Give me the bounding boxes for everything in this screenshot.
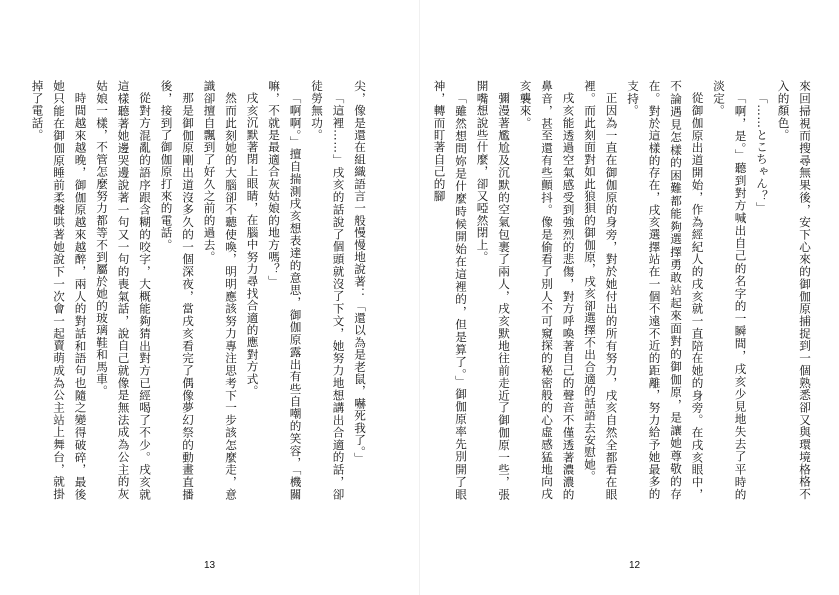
paragraph: 尖，像是還在組織語言一般慢慢地說著：「還以為是老鼠，嚇死我了。」 [353, 80, 367, 465]
paragraph: 「雖然想問妳是什麼時候開始在這裡的，但是算了。」御伽原率先別開了眼神，轉而盯著自己的腳 [432, 80, 468, 500]
paragraph: 戌亥沉默著閉上眼睛，在腦中努力尋找合適的應對方式。 [245, 91, 260, 397]
paragraph: 然而此刻她的大腦卻不聽使喚，明明應該努力專注思考下一步該怎麼走，意識卻擅自飄到了好久之前的過去。 [202, 80, 238, 500]
left-page-text [30, 80, 370, 500]
right-page-text [432, 80, 815, 500]
paragraph: 「啊啊。」擅自揣測戌亥想表達的意思，御伽原露出有些自嘲的笑容，「機關嘛，不就是最適合灰姑娘的地方嗎？」 [267, 80, 303, 500]
page-number: 12 [629, 560, 641, 571]
paragraph: 時間越來越晚，御伽原越來越醉，兩人的對話和語句也隨之變得破碎，最後她只能在御伽原睡前柔聲哄著她說下一次會一起賣萌成為公主站上舞台，就掛掉了電話。 [30, 80, 88, 500]
paragraph: 從對方混亂的語序跟含糊的咬字，大概能夠猜出對方已經喝了不少。戌亥就這樣聽著她邊哭邊說著一句又一句的喪氣話，說自己就像是無法成為公主的灰姑娘一樣，不管怎麼努力都等不到屬於她的玻璃鞋和馬車。 [95, 80, 152, 500]
paragraph: 「……とこちゃん？」 [755, 91, 769, 214]
paragraph: 「啊，是。」聽到對方喊出自己的名字的一瞬間，戌亥少見地失去了平時的淡定。 [712, 80, 748, 500]
paragraph: 從御伽原出道開始，作為經紀人的戌亥就一直陪在她的身旁。在戌亥眼中，不論遇見怎樣的困難都能夠選擇勇敢站起來面對的御伽原，是讓她尊敬的存在。對於這樣的存在，戌亥選擇站在一個不遠不近的距離，努力給予她最多的支持。 [626, 80, 705, 500]
paragraph: 「這裡……」戌亥的話說了個頭就沒了下文，她努力地想講出合適的話，卻徒勞無功。 [310, 80, 346, 500]
left-page [0, 0, 419, 595]
right-page [420, 0, 839, 595]
paragraph: 彌漫著尷尬及沉默的空氣包裹了兩人，戌亥默地往前走近了御伽原一些，張開嘴想說些什麼，卻又啞然閉上。 [475, 80, 511, 500]
page-number: 13 [204, 560, 216, 571]
paragraph: 那是御伽原剛出道沒多久的一個深夜，當戌亥看完了偶像夢幻祭的動畫直播後，接到了御伽原打來的電話。 [159, 80, 195, 500]
paragraph: 來回掃視而搜尋無果後，安下心來的御伽原捕捉到一個熟悉卻又與環境格格不入的顏色。 [776, 80, 812, 500]
paragraph: 正因為一直在御伽原的身旁，對於她付出的所有努力，戌亥自然全都看在眼裡。而此刻面對如此狼狽的御伽原，戌亥卻選擇不出合適的話語去安慰她。 [583, 80, 619, 500]
paragraph: 戌亥能透過空氣感受到強烈的悲傷，對方呼喚著自己的聲音不僅透著濃濃的鼻音，甚至還有些顫抖。像是偷看了別人不可窺探的秘密般的心虛感猛地向戌亥襲來。 [518, 80, 576, 500]
